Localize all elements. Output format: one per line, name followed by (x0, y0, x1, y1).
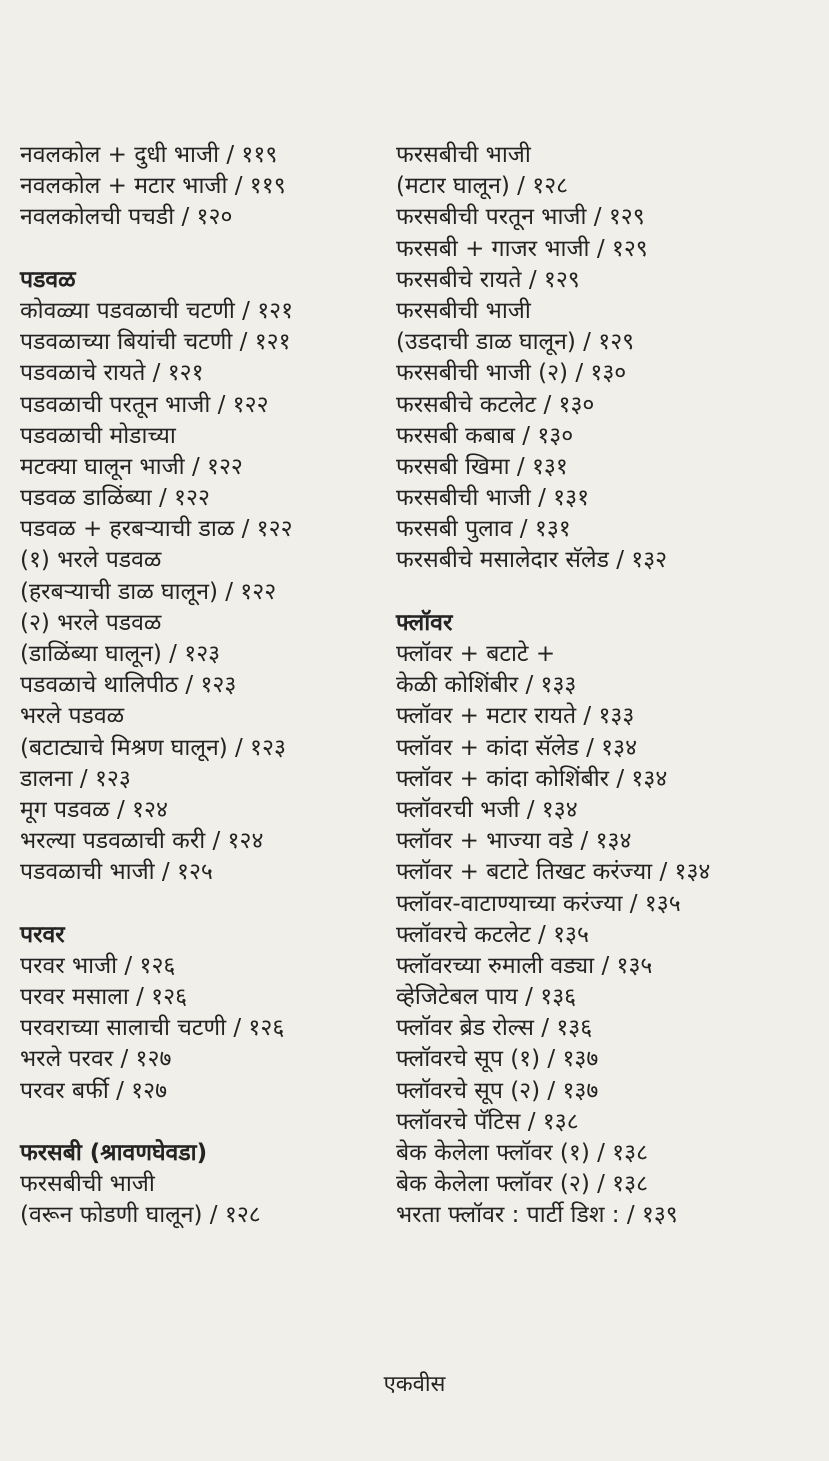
index-entry: पडवळाचे थालिपीठ / १२३ (20, 672, 237, 699)
index-entry: पडवळाची मोडाच्या (20, 422, 176, 449)
index-entry: (वरून फोडणी घालून) / १२८ (20, 1202, 261, 1229)
section-heading: पडवळ (20, 266, 76, 293)
index-entry: फ्लॉवर + कांदा सॅलेड / १३४ (396, 734, 638, 761)
index-entry: पडवळाची परतून भाजी / १२२ (20, 391, 269, 418)
index-entry: व्हेजिटेबल पाय / १३६ (396, 984, 577, 1011)
section-spacer (20, 1107, 380, 1138)
index-entry: फ्लॉवर + मटार रायते / १३३ (396, 703, 635, 730)
index-entry: नवलकोलची पचडी / १२० (20, 204, 233, 231)
page-number-footer: एकवीस (383, 1372, 446, 1397)
index-entry: फ्लॉवरची भजी / १३४ (396, 796, 578, 823)
index-entry: फ्लॉवरचे सूप (१) / १३७ (396, 1046, 599, 1073)
index-entry: फरसबीची भाजी (२) / १३० (396, 360, 627, 387)
index-entry: भरता फ्लॉवर : पार्टी डिश : / १३९ (396, 1202, 678, 1229)
index-entry: फरसबीचे मसालेदार सॅलेड / १३२ (396, 547, 668, 574)
section-spacer (20, 234, 380, 265)
index-entry: फरसबी + गाजर भाजी / १२९ (396, 235, 648, 262)
index-entry: फरसबी खिमा / १३१ (396, 453, 568, 480)
section-spacer (396, 577, 816, 608)
index-entry: फ्लॉवरचे कटलेट / १३५ (396, 921, 589, 948)
index-entry: फरसबी पुलाव / १३१ (396, 516, 571, 543)
index-entry: बेक केलेला फ्लॉवर (१) / १३८ (396, 1140, 649, 1166)
index-entry: परवराच्या सालाची चटणी / १२६ (20, 1015, 285, 1042)
index-entry: फरसबीचे रायते / १२९ (396, 266, 580, 293)
index-entry: फरसबीची भाजी (396, 297, 531, 324)
index-entry: (२) भरले पडवळ (20, 609, 162, 636)
index-entry: (१) भरले पडवळ (20, 547, 162, 574)
index-entry: फ्लॉवर + भाज्या वडे / १३४ (396, 828, 632, 855)
index-entry: फरसबीची परतून भाजी / १२९ (396, 204, 645, 231)
index-entry: फ्लॉवर-वाटाण्याच्या करंज्या / १३५ (396, 890, 681, 917)
index-entry: (मटार घालून) / १२८ (396, 173, 569, 200)
index-entry: फ्लॉवर + बटाटे + (396, 641, 556, 667)
index-entry: फरसबीची भाजी / १३१ (396, 485, 590, 512)
index-entry: केळी कोशिंबीर / १३३ (396, 672, 577, 699)
index-entry: पडवळाची भाजी / १२५ (20, 859, 213, 886)
index-entry: फ्लॉवर + बटाटे तिखट करंज्या / १३४ (396, 859, 711, 886)
index-entry: फ्लॉवरच्या रुमाली वड्या / १३५ (396, 952, 653, 979)
index-entry: भरले पडवळ (20, 703, 125, 730)
index-entry: बेक केलेला फ्लॉवर (२) / १३८ (396, 1171, 649, 1198)
index-entry: मूग पडवळ / १२४ (20, 796, 168, 823)
index-entry: डालना / १२३ (20, 765, 131, 792)
index-entry: नवलकोल + मटार भाजी / ११९ (20, 173, 286, 200)
index-entry: परवर मसाला / १२६ (20, 984, 188, 1011)
index-entry: मटक्या घालून भाजी / १२२ (20, 453, 243, 480)
section-heading: परवर (20, 921, 65, 948)
index-entry: भरले परवर / १२७ (20, 1046, 172, 1073)
index-entry: (उडदाची डाळ घालून) / १२९ (396, 329, 635, 356)
index-entry: भरल्या पडवळाची करी / १२४ (20, 828, 264, 855)
index-entry: फरसबी कबाब / १३० (396, 422, 574, 449)
index-entry: (डाळिंब्या घालून) / १२३ (20, 641, 221, 667)
section-heading: फरसबी (श्रावणघेवडा) (20, 1140, 208, 1166)
index-entry: परवर भाजी / १२६ (20, 952, 176, 979)
index-entry: फरसबीचे कटलेट / १३० (396, 391, 595, 418)
index-entry: (हरबऱ्याची डाळ घालून) / १२२ (20, 578, 277, 605)
index-entry: पडवळ डाळिंब्या / १२२ (20, 485, 210, 512)
index-entry: फ्लॉवर + कांदा कोशिंबीर / १३४ (396, 765, 668, 792)
index-entry: पडवळाच्या बियांची चटणी / १२१ (20, 329, 291, 356)
index-entry: परवर बर्फी / १२७ (20, 1077, 168, 1104)
index-entry: फ्लॉवर ब्रेड रोल्स / १३६ (396, 1015, 593, 1042)
index-entry: कोवळ्या पडवळाची चटणी / १२१ (20, 297, 294, 324)
index-entry: फरसबीची भाजी (396, 142, 531, 168)
index-entry: नवलकोल + दुधी भाजी / ११९ (20, 142, 278, 168)
index-entry: पडवळाचे रायते / १२१ (20, 360, 204, 387)
index-entry: फ्लॉवरचे सूप (२) / १३७ (396, 1077, 599, 1104)
index-entry: फ्लॉवरचे पॅटिस / १३८ (396, 1108, 579, 1135)
index-entry: (बटाट्याचे मिश्रण घालून) / १२३ (20, 734, 286, 761)
index-entry: फरसबीची भाजी (20, 1171, 155, 1198)
index-entry: पडवळ + हरबऱ्याची डाळ / १२२ (20, 516, 293, 543)
section-heading: फ्लॉवर (396, 609, 453, 636)
left-column (20, 140, 380, 1232)
section-spacer (20, 889, 380, 920)
right-column (396, 140, 816, 1232)
